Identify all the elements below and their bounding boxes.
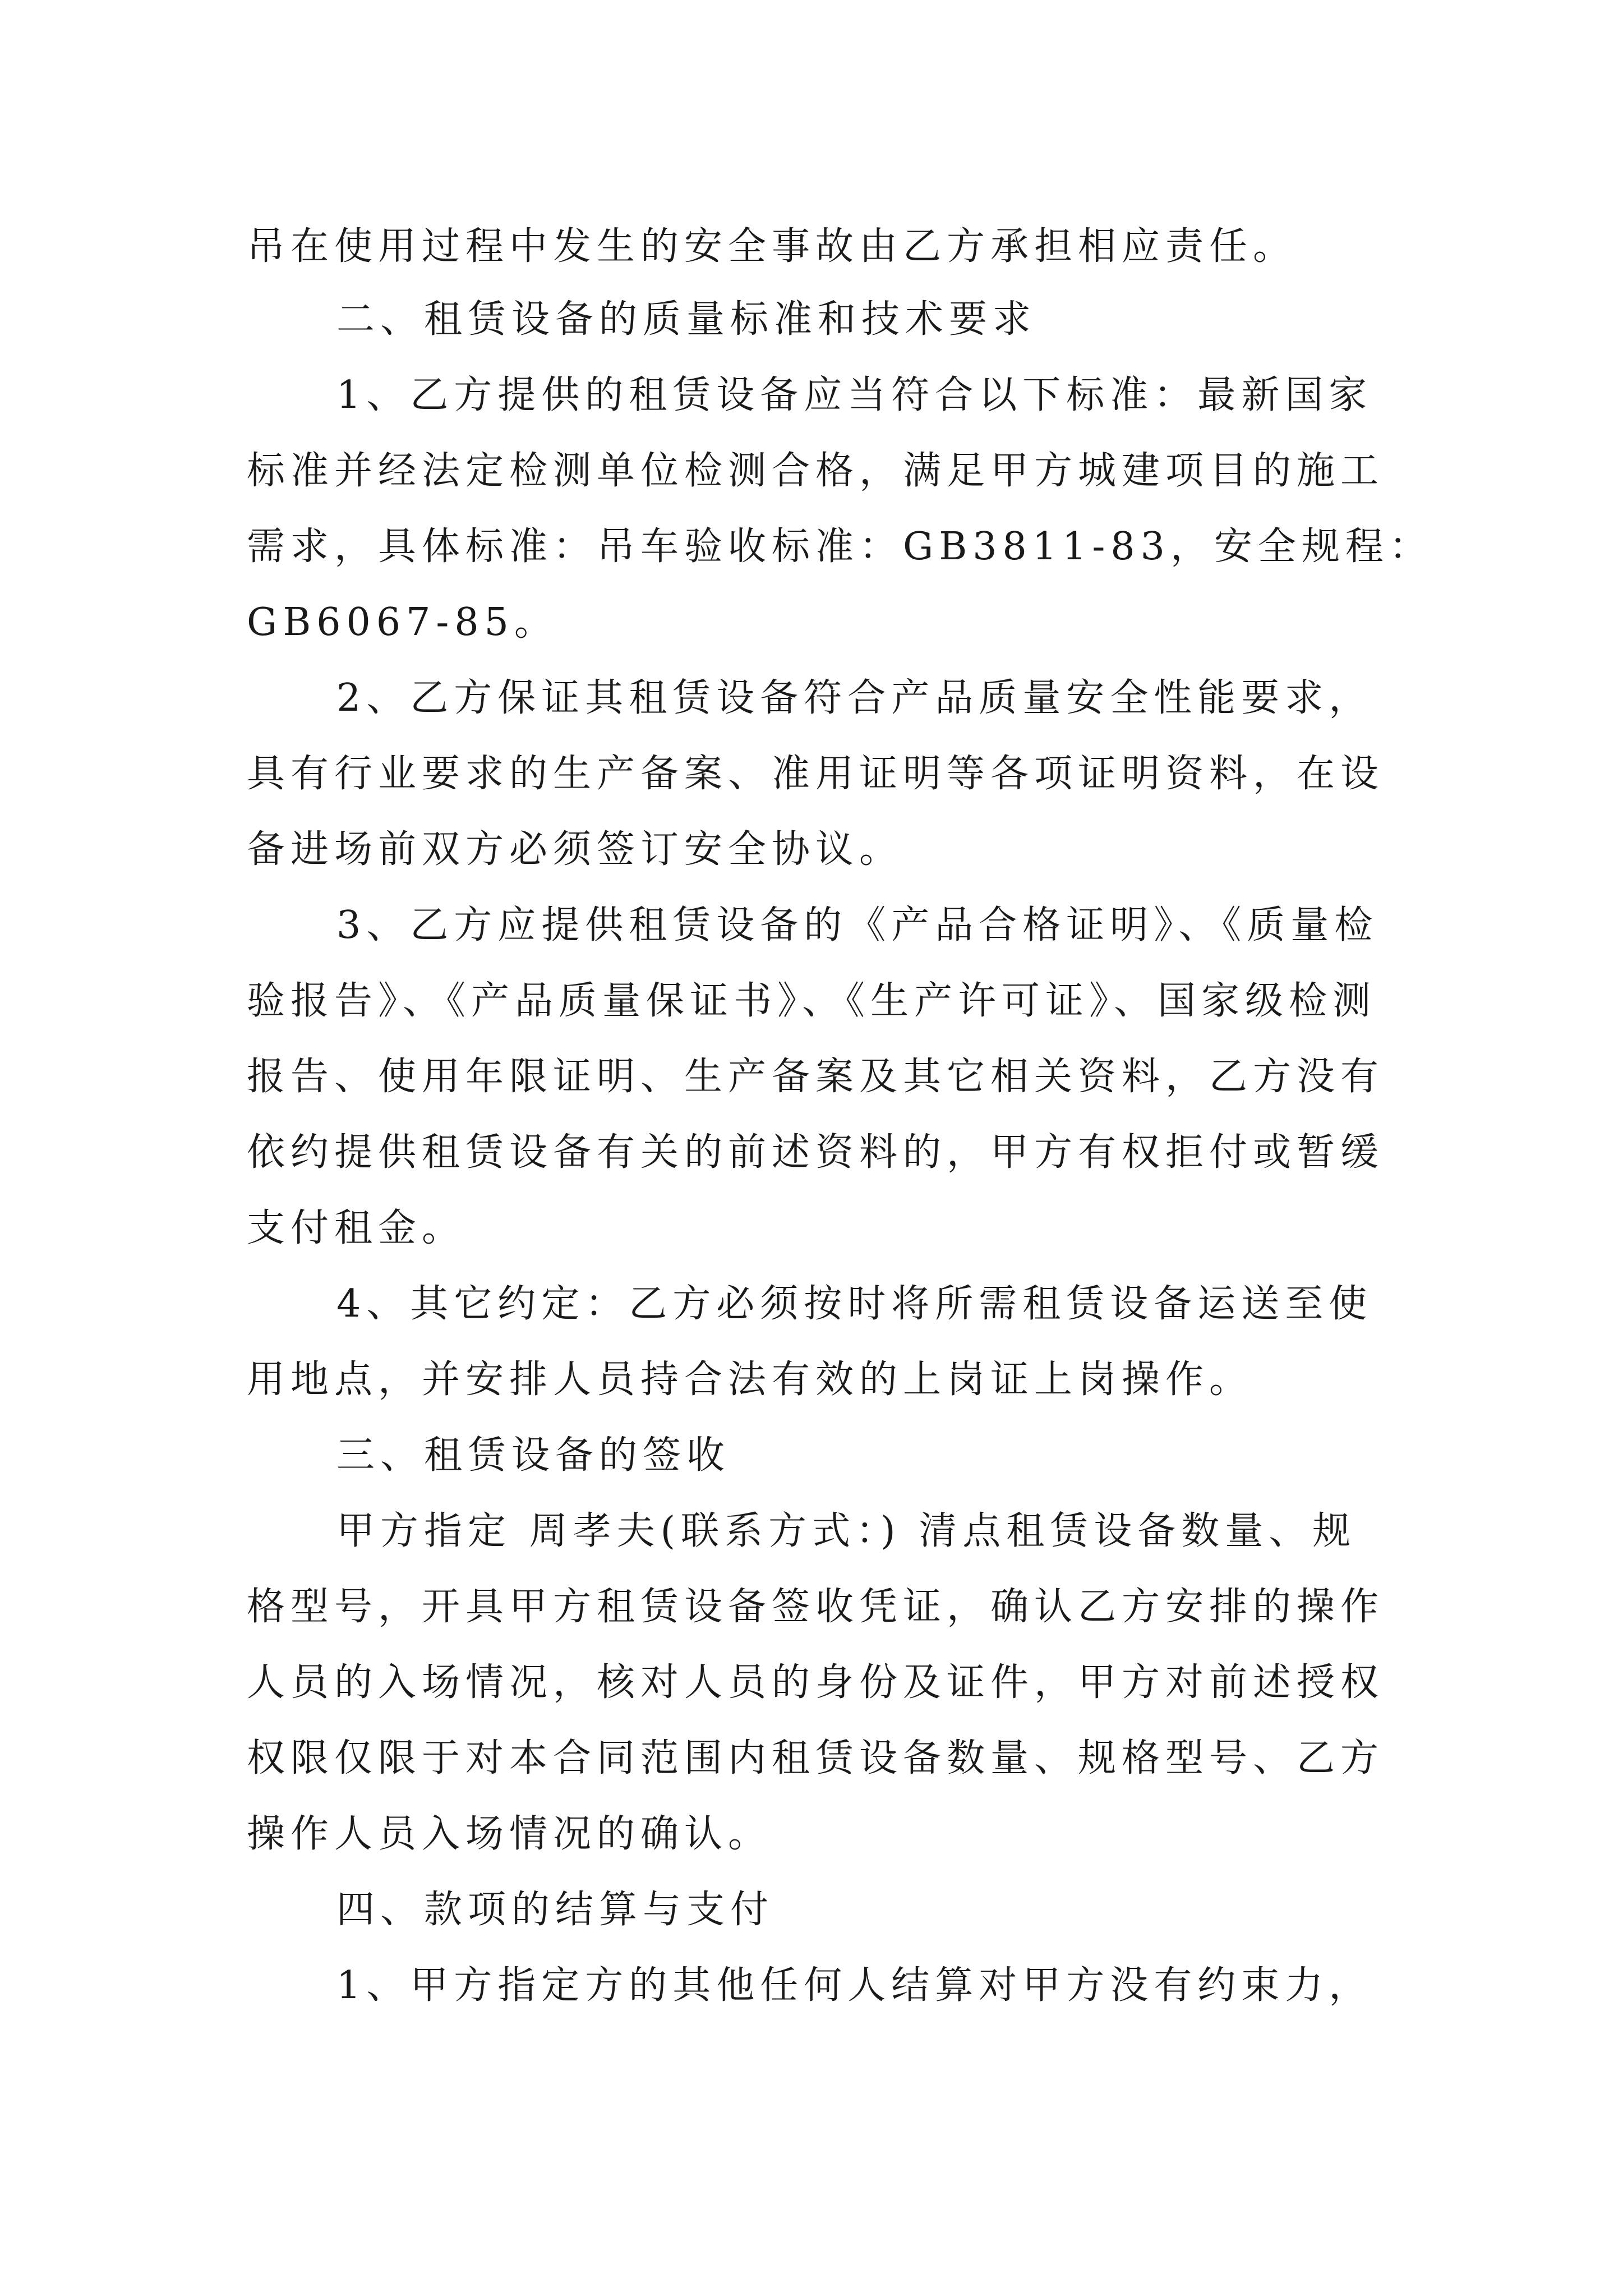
section-heading-3: 三、租赁设备的签收: [336, 1433, 731, 1478]
text-line-10: 3、乙方应提供租赁设备的《产品合格证明》、《质量检: [336, 903, 1378, 947]
text-line-11: 验报告》、《产品质量保证书》、《生产许可证》、国家级检测: [247, 979, 1377, 1023]
text-line-5: 需求，具体标准：吊车验收标准：GB3811-83，安全规程：: [247, 524, 1433, 569]
text-line-4: 标准并经法定检测单位检测合格，满足甲方城建项目的施工: [247, 449, 1385, 493]
text-line-6: GB6067-85。: [247, 600, 558, 645]
text-line-22: 操作人员入场情况的确认。: [247, 1812, 772, 1856]
text-line-12: 报告、使用年限证明、生产备案及其它相关资料，乙方没有: [247, 1055, 1385, 1099]
text-line-9: 备进场前双方必须签订安全协议。: [247, 827, 903, 872]
text-line-21: 权限仅限于对本合同范围内租赁设备数量、规格型号、乙方: [247, 1736, 1385, 1780]
text-line-18: 甲方指定 周孝夫(联系方式：) 清点租赁设备数量、规: [336, 1509, 1357, 1553]
text-line-3: 1、乙方提供的租赁设备应当符合以下标准：最新国家: [336, 373, 1373, 417]
text-line-19: 格型号，开具甲方租赁设备签收凭证，确认乙方安排的操作: [247, 1585, 1385, 1629]
text-line-14: 支付租金。: [247, 1206, 466, 1250]
section-heading-2: 二、租赁设备的质量标准和技术要求: [336, 297, 1037, 342]
text-line-16: 用地点，并安排人员持合法有效的上岗证上岗操作。: [247, 1358, 1253, 1402]
text-line-8: 具有行业要求的生产备案、准用证明等各项证明资料，在设: [247, 752, 1385, 796]
section-heading-4: 四、款项的结算与支付: [336, 1888, 774, 1932]
text-line-13: 依约提供租赁设备有关的前述资料的，甲方有权拒付或暂缓: [247, 1130, 1385, 1175]
text-line-15: 4、其它约定：乙方必须按时将所需租赁设备运送至使: [336, 1282, 1373, 1326]
text-line-7: 2、乙方保证其租赁设备符合产品质量安全性能要求，: [336, 676, 1373, 720]
text-line-20: 人员的入场情况，核对人员的身份及证件，甲方对前述授权: [247, 1660, 1385, 1705]
text-line-1: 吊在使用过程中发生的安全事故由乙方承担相应责任。: [247, 224, 1297, 269]
text-line-24: 1、甲方指定方的其他任何人结算对甲方没有约束力，: [336, 1963, 1373, 2008]
